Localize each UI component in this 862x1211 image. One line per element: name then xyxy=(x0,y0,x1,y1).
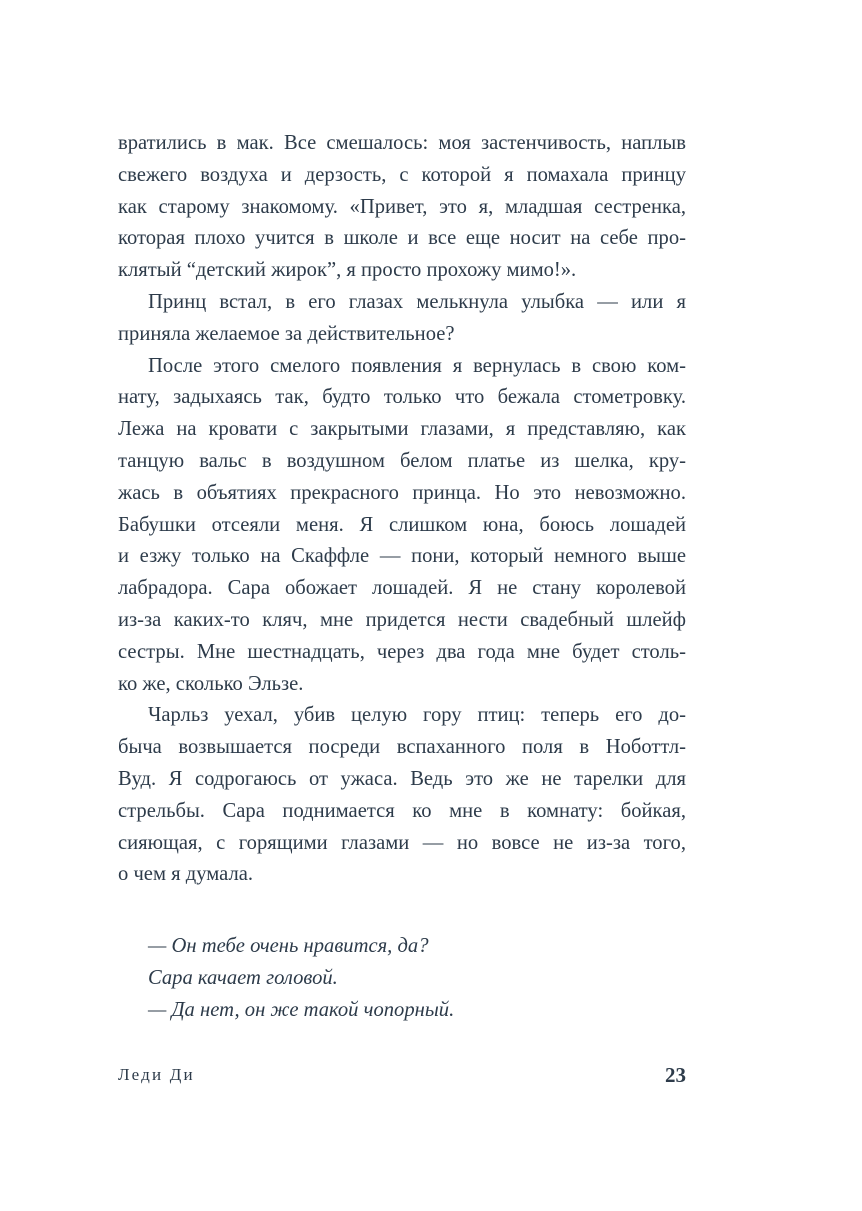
text-line: жась в объятиях прекрасного принца. Но это невозможно. xyxy=(118,481,686,504)
text-line: нату, задыхаясь так, будто только что бежала стометровку. xyxy=(118,386,686,409)
dialogue-line: — Да нет, он же такой чопорный. xyxy=(148,999,455,1021)
paragraph xyxy=(118,351,686,701)
text-line: ко же, сколько Эльзе. xyxy=(118,672,304,695)
text-line: быча возвышается посреди вспаханного поля в Ноботтл- xyxy=(118,736,686,759)
text-line: сестры. Мне шестнадцать, через два года мне будет столь- xyxy=(118,640,686,663)
text-line: Бабушки отсеяли меня. Я слишком юна, боюсь лошадей xyxy=(118,513,686,536)
text-line: После этого смелого появления я вернулась в свою ком- xyxy=(148,354,686,377)
text-line: свежего воздуха и дерзость, с которой я помахала принцу xyxy=(118,163,686,186)
text-line: Лежа на кровати с закрытыми глазами, я представляю, как xyxy=(118,418,686,441)
text-line: танцую вальс в воздушном белом платье из шелка, кру- xyxy=(118,449,686,472)
text-line: сияющая, с горящими глазами — но вовсе не из-за того, xyxy=(118,831,686,854)
text-line: о чем я думала. xyxy=(118,863,254,886)
dialogue-line: — Он тебе очень нравится, да? xyxy=(148,935,429,957)
text-line: из-за каких-то кляч, мне придется нести свадебный шлейф xyxy=(118,608,686,631)
text-line: как старому знакомому. «Привет, это я, младшая сестренка, xyxy=(118,195,686,218)
text-line: стрельбы. Сара поднимается ко мне в комнату: бойкая, xyxy=(118,799,686,822)
page-number: 23 xyxy=(665,1063,686,1087)
running-footer-title: Леди Ди xyxy=(118,1065,195,1084)
text-line: и езжу только на Скаффле — пони, который немного выше xyxy=(118,545,686,568)
text-line: лабрадора. Сара обожает лошадей. Я не стану королевой xyxy=(118,577,686,600)
text-line: которая плохо учится в школе и все еще носит на себе про- xyxy=(118,227,686,250)
text-line: Чарльз уехал, убив целую гору птиц: теперь его до- xyxy=(148,704,686,727)
dialogue-block xyxy=(148,930,454,1026)
paragraph xyxy=(118,287,686,351)
paragraph xyxy=(118,128,686,287)
text-line: Вуд. Я содрогаюсь от ужаса. Ведь это же не тарелки для xyxy=(118,767,686,790)
text-line: Принц встал, в его глазах мелькнула улыбка — или я xyxy=(148,290,686,313)
text-line: клятый “детский жирок”, я просто прохожу мимо!». xyxy=(118,259,577,282)
paragraph xyxy=(118,700,686,891)
text-line: приняла желаемое за действительное? xyxy=(118,322,455,345)
text-line: вратились в мак. Все смешалось: моя застенчивость, наплыв xyxy=(118,132,686,154)
body-text xyxy=(118,128,686,891)
dialogue-line: Сара качает головой. xyxy=(148,967,338,989)
